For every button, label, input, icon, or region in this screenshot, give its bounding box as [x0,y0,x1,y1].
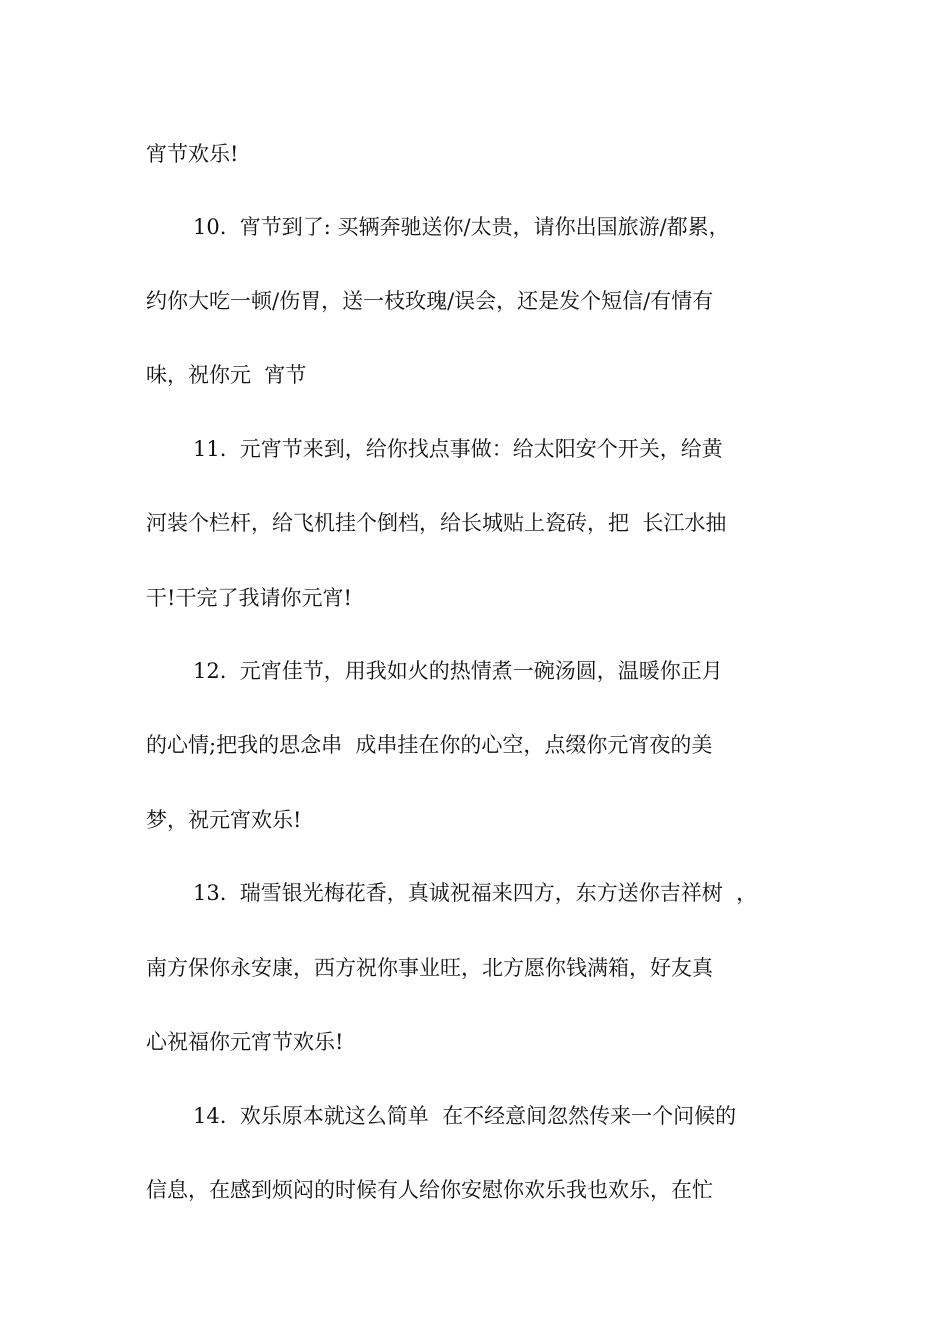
text-line: 13. 瑞雪银光梅花香，真诚祝福来四方，东方送你吉祥树 ， [193,881,758,905]
text-line: 干!干完了我请你元宵! [146,586,352,610]
text-line: 的心情;把我的思念串 成串挂在你的心空，点缀你元宵夜的美 [146,733,713,757]
text-line: 梦，祝元宵欢乐! [146,808,302,832]
text-line: 10. 宵节到了: 买辆奔驰送你/太贵，请你出国旅游/都累， [193,215,730,239]
text-line: 11. 元宵节来到，给你找点事做：给太阳安个开关，给黄 [193,437,723,461]
text-line: 约你大吃一顿/伤胃，送一枝玫瑰/误会，还是发个短信/有情有 [146,289,714,313]
text-line: 心祝福你元宵节欢乐! [146,1030,344,1054]
text-line: 14. 欢乐原本就这么简单 在不经意间忽然传来一个问候的 [193,1104,737,1128]
text-line: 南方保你永安康，西方祝你事业旺，北方愿你钱满箱，好友真 [146,956,713,980]
text-line: 宵节欢乐! [146,142,239,166]
text-line: 12. 元宵佳节，用我如火的热情煮一碗汤圆，温暖你正月 [193,659,723,683]
text-line: 河装个栏杆，给飞机挂个倒档，给长城贴上瓷砖，把 长江水抽 [146,511,727,535]
text-line: 信息，在感到烦闷的时候有人给你安慰你欢乐我也欢乐，在忙 [146,1178,713,1202]
text-line: 味，祝你元 宵节 [146,363,307,387]
